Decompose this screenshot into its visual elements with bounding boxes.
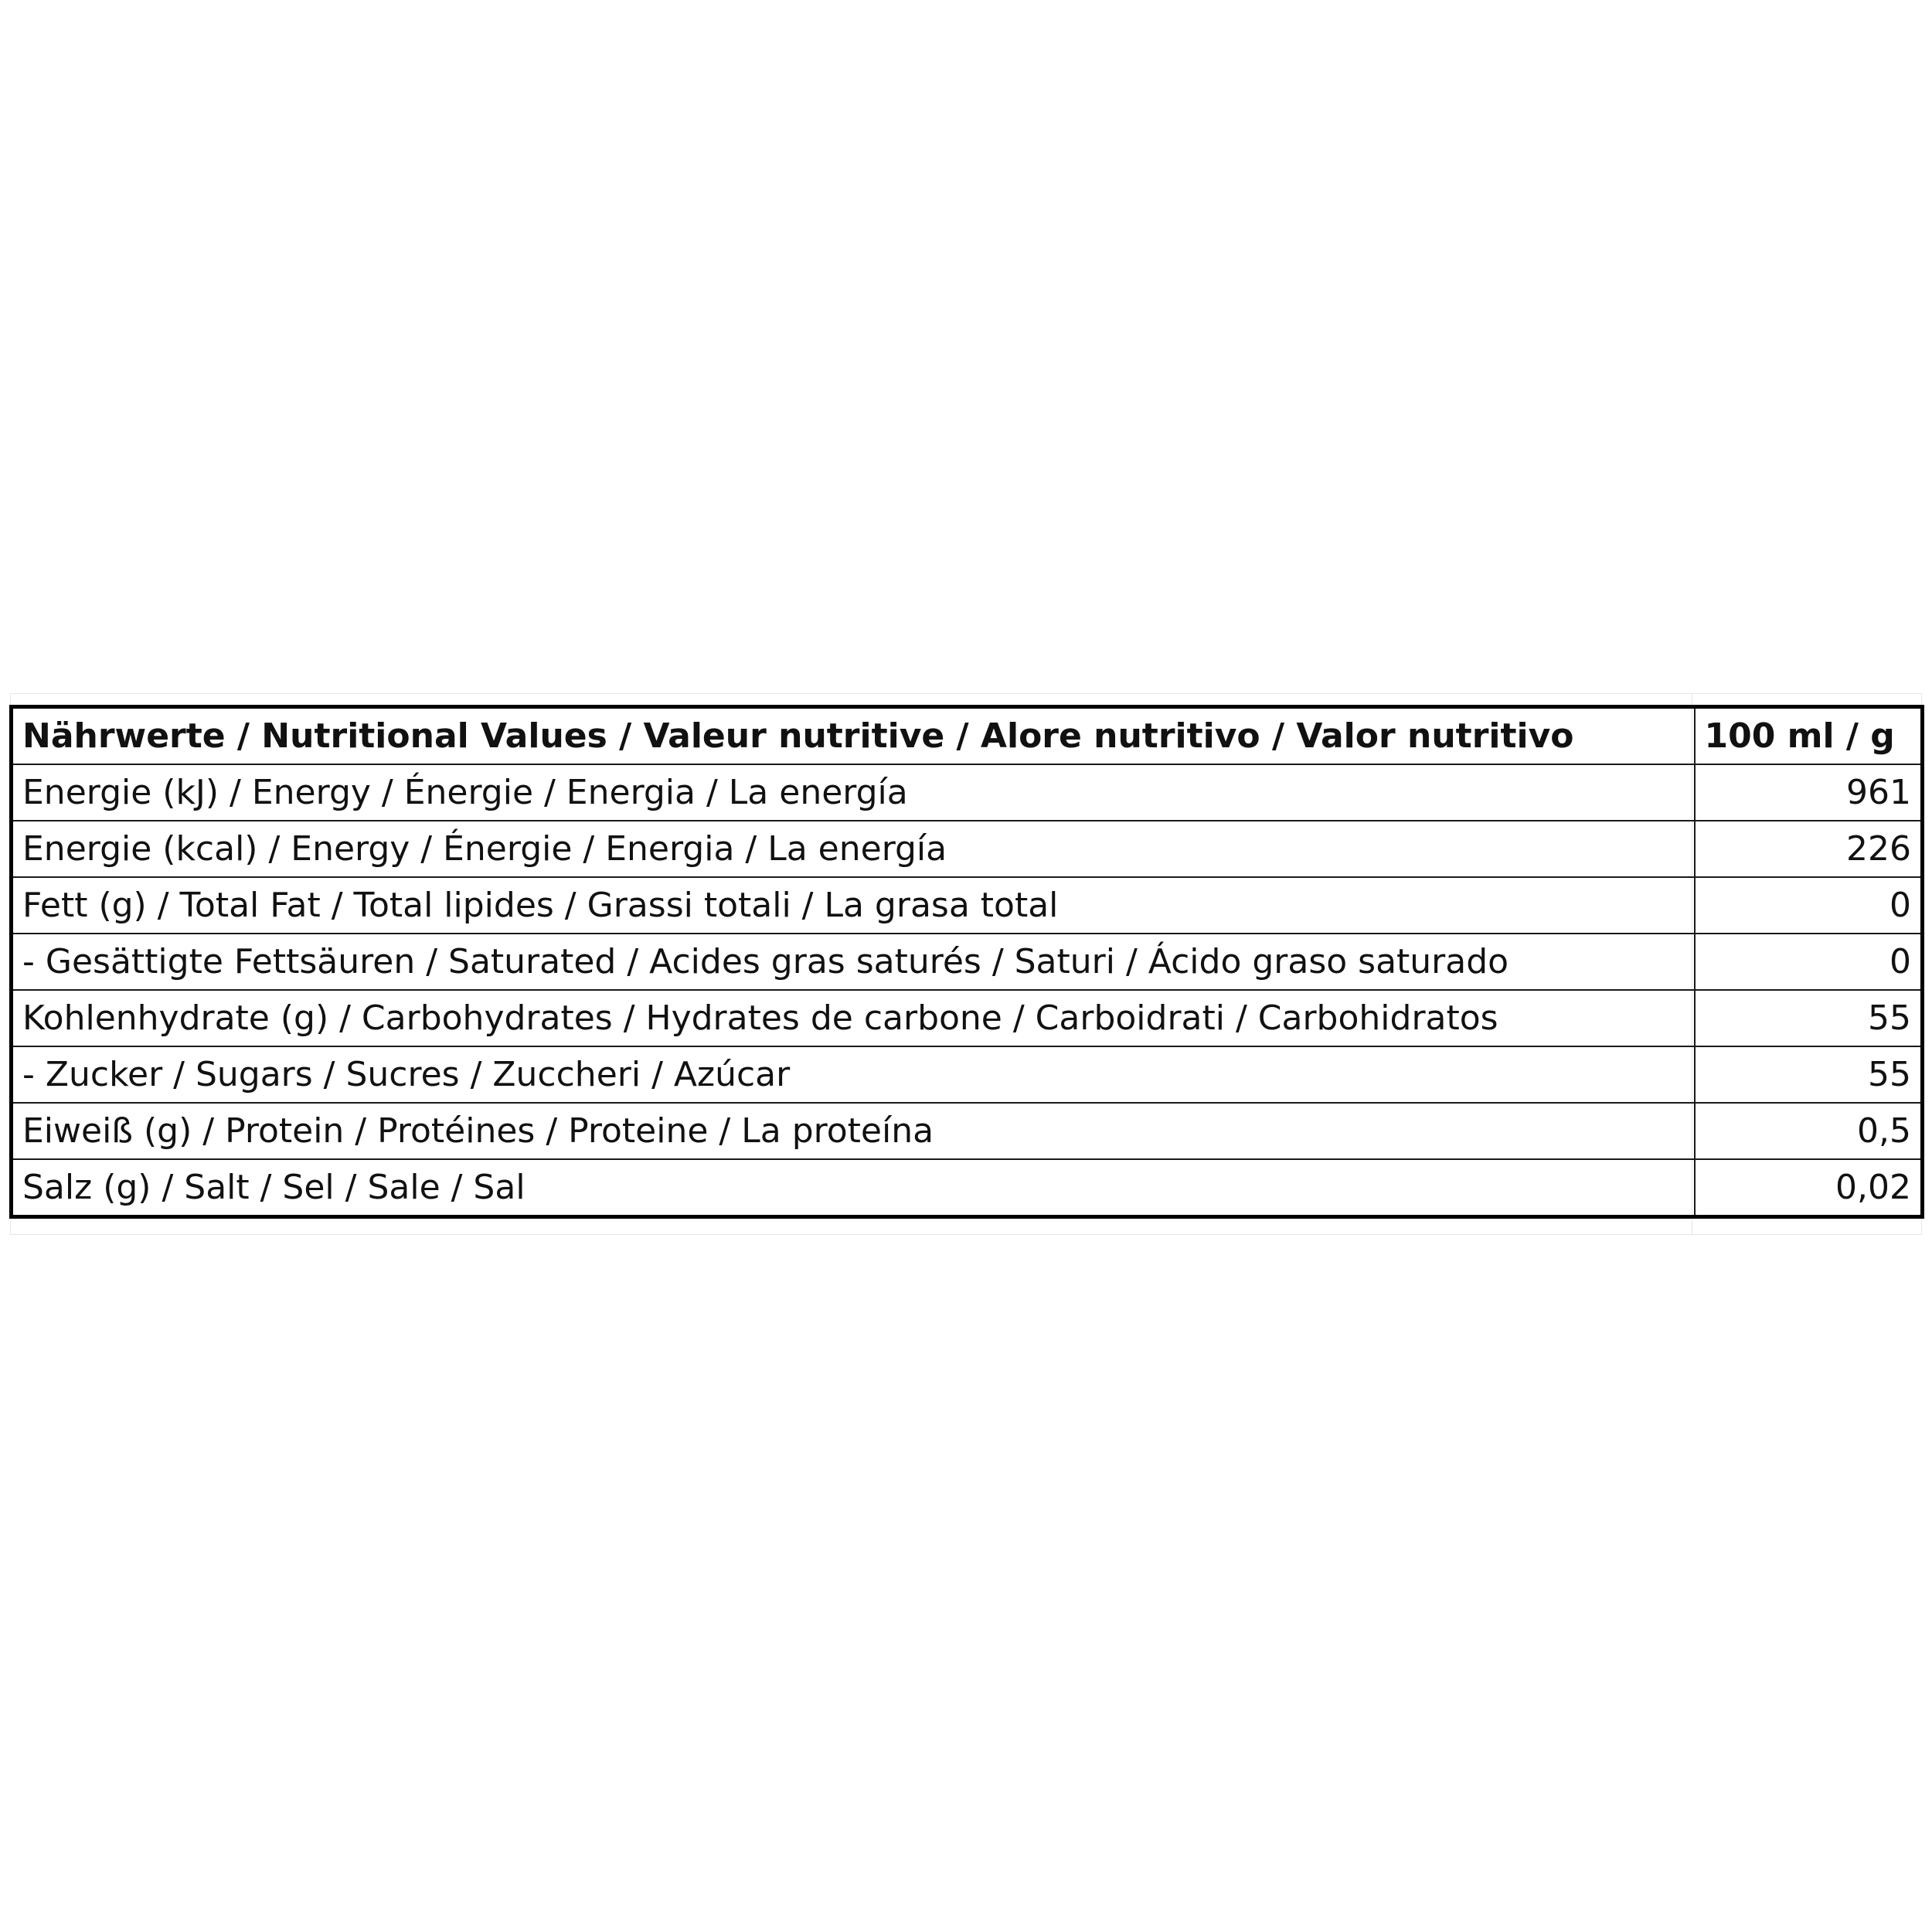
table-row [12, 1046, 1923, 1103]
table-header-row [12, 707, 1923, 765]
nutrient-label: - Zucker / Sugars / Sucres / Zuccheri / Azúcar [12, 1046, 1695, 1103]
table-row [12, 934, 1923, 990]
nutrient-label: Kohlenhydrate (g) / Carbohydrates / Hydrates de carbone / Carboidrati / Carbohidratos [12, 990, 1695, 1046]
table-row [12, 764, 1923, 821]
nutrient-label: - Gesättigte Fettsäuren / Saturated / Acides gras saturés / Saturi / Ácido graso saturado [12, 934, 1695, 990]
header-label: Nährwerte / Nutritional Values / Valeur nutritive / Alore nutritivo / Valor nutritivo [12, 707, 1695, 765]
nutrient-value: 55 [1695, 990, 1923, 1046]
nutrient-label: Energie (kcal) / Energy / Énergie / Energia / La energía [12, 821, 1695, 877]
nutrient-value: 961 [1695, 764, 1923, 821]
nutrient-value: 0 [1695, 934, 1923, 990]
nutrient-value: 0 [1695, 877, 1923, 934]
nutrient-value: 226 [1695, 821, 1923, 877]
gridline [11, 693, 1921, 694]
nutrient-value: 55 [1695, 1046, 1923, 1103]
table-row [12, 1159, 1923, 1217]
nutrition-table [9, 705, 1924, 1219]
gridline [11, 1234, 1921, 1235]
table-row [12, 1103, 1923, 1159]
nutrient-value: 0,5 [1695, 1103, 1923, 1159]
nutrient-value: 0,02 [1695, 1159, 1923, 1217]
table-row [12, 990, 1923, 1046]
nutrient-label: Fett (g) / Total Fat / Total lipides / Grassi totali / La grasa total [12, 877, 1695, 934]
nutrient-label: Energie (kJ) / Energy / Énergie / Energia / La energía [12, 764, 1695, 821]
nutrient-label: Eiweiß (g) / Protein / Protéines / Proteine / La proteína [12, 1103, 1695, 1159]
nutrient-label: Salz (g) / Salt / Sel / Sale / Sal [12, 1159, 1695, 1217]
header-unit: 100 ml / g [1695, 707, 1923, 765]
table-row [12, 821, 1923, 877]
table-row [12, 877, 1923, 934]
